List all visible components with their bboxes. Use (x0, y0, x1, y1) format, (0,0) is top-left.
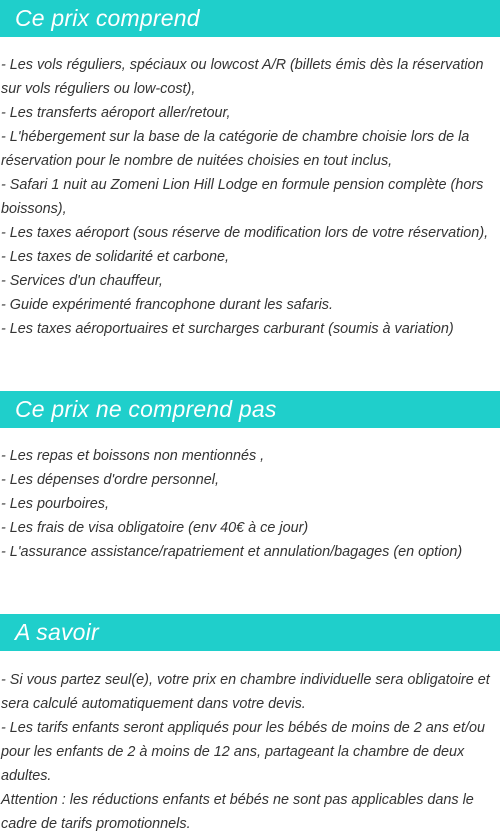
list-item: - Les tarifs enfants seront appliqués pour les bébés de moins de 2 ans et/ou pour les enfants de 2 à moins de 12 ans, partageant la chambre de deux adultes. (1, 720, 485, 784)
section-title: A savoir (15, 619, 99, 645)
list-item: - Les taxes aéroport (sous réserve de modification lors de votre réservation), (1, 225, 489, 241)
section-body (0, 668, 500, 836)
section-price-excludes (0, 391, 500, 564)
list-item: - L'hébergement sur la base de la catégorie de chambre choisie lors de la réservation pour le nombre de nuitées choisies en tout inclus, (1, 129, 470, 169)
section-body (0, 53, 500, 341)
list-item: - Si vous partez seul(e), votre prix en chambre individuelle sera obligatoire et sera calculé automatiquement dans votre devis. (1, 672, 490, 712)
list-item: - Les dépenses d'ordre personnel, (1, 472, 219, 488)
list-item: - Les transferts aéroport aller/retour, (1, 105, 231, 121)
section-title: Ce prix comprend (15, 5, 200, 31)
section-price-includes (0, 0, 500, 341)
section-header (0, 614, 500, 651)
list-item: - Guide expérimenté francophone durant les safaris. (1, 297, 333, 313)
list-item: - Services d'un chauffeur, (1, 273, 163, 289)
list-item: - Les taxes aéroportuaires et surcharges carburant (soumis à variation) (1, 321, 454, 337)
list-item: - Les repas et boissons non mentionnés , (1, 448, 265, 464)
list-item: - L'assurance assistance/rapatriement et annulation/bagages (en option) (1, 544, 463, 560)
section-body (0, 444, 500, 564)
list-item: - Les vols réguliers, spéciaux ou lowcost A/R (billets émis dès la réservation sur vols réguliers ou low-cost), (1, 57, 484, 97)
list-item: - Les taxes de solidarité et carbone, (1, 249, 229, 265)
section-header (0, 0, 500, 37)
list-item: - Safari 1 nuit au Zomeni Lion Hill Lodge en formule pension complète (hors boissons), (1, 177, 484, 217)
list-item: - Les frais de visa obligatoire (env 40€ à ce jour) (1, 520, 309, 536)
list-item: Attention : les réductions enfants et bébés ne sont pas applicables dans le cadre de tarifs promotionnels. (1, 792, 474, 832)
section-title: Ce prix ne comprend pas (15, 396, 277, 422)
list-item: - Les pourboires, (1, 496, 109, 512)
section-header (0, 391, 500, 428)
section-good-to-know (0, 614, 500, 836)
